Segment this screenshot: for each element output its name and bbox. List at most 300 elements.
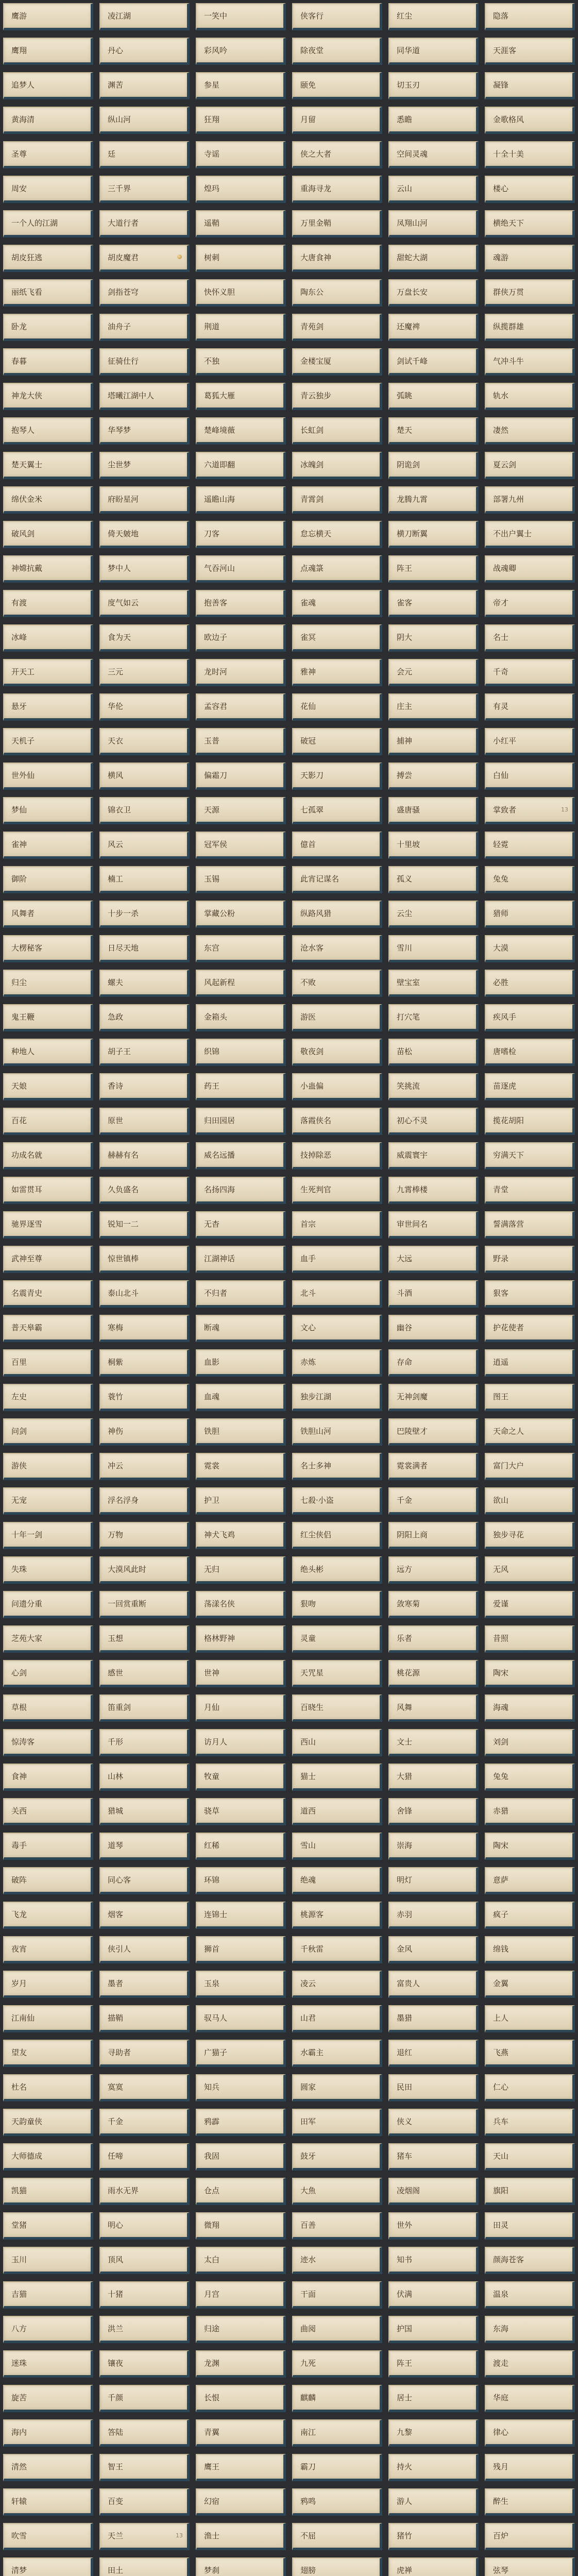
title-card[interactable] — [3, 1971, 93, 1998]
title-card[interactable] — [485, 2419, 575, 2447]
title-card[interactable] — [3, 1246, 93, 1273]
title-card[interactable] — [3, 555, 93, 583]
title-card[interactable] — [388, 2281, 479, 2309]
title-card[interactable] — [388, 1867, 479, 1894]
title-card[interactable] — [388, 2074, 479, 2102]
title-card[interactable] — [485, 970, 575, 997]
title-card[interactable] — [196, 1073, 286, 1100]
title-card[interactable] — [485, 866, 575, 893]
title-card[interactable] — [3, 590, 93, 617]
title-card[interactable] — [3, 1108, 93, 1135]
title-card[interactable] — [485, 107, 575, 134]
title-card[interactable] — [99, 107, 190, 134]
title-card[interactable] — [485, 2040, 575, 2067]
title-card[interactable] — [3, 1660, 93, 1687]
title-card[interactable] — [196, 2454, 286, 2481]
title-card[interactable] — [3, 624, 93, 652]
title-card[interactable] — [3, 1211, 93, 1239]
title-card[interactable] — [99, 2488, 190, 2516]
title-card[interactable] — [388, 1833, 479, 1860]
title-card[interactable] — [99, 1349, 190, 1377]
title-card[interactable] — [292, 866, 382, 893]
title-card[interactable] — [3, 797, 93, 824]
title-card[interactable] — [388, 417, 479, 445]
title-card[interactable] — [3, 2143, 93, 2171]
title-card[interactable] — [3, 417, 93, 445]
title-card[interactable] — [3, 832, 93, 859]
title-card[interactable] — [292, 279, 382, 307]
title-card[interactable] — [3, 1177, 93, 1204]
title-card[interactable] — [388, 1073, 479, 1100]
title-card[interactable] — [292, 2419, 382, 2447]
title-card[interactable] — [388, 1177, 479, 1204]
title-card[interactable] — [292, 1833, 382, 1860]
title-card[interactable] — [292, 1177, 382, 1204]
title-card[interactable] — [292, 2350, 382, 2378]
title-card[interactable] — [388, 1039, 479, 1066]
title-card[interactable] — [485, 2074, 575, 2102]
title-card[interactable] — [388, 141, 479, 168]
title-card[interactable] — [292, 1384, 382, 1411]
title-card[interactable] — [99, 1556, 190, 1584]
title-card[interactable] — [292, 417, 382, 445]
title-card[interactable] — [196, 417, 286, 445]
title-card[interactable] — [99, 1142, 190, 1170]
title-card[interactable] — [485, 521, 575, 548]
title-card[interactable] — [485, 2212, 575, 2240]
title-card[interactable] — [485, 72, 575, 99]
title-card[interactable] — [3, 1798, 93, 1825]
title-card[interactable] — [485, 1349, 575, 1377]
title-card[interactable] — [99, 2109, 190, 2136]
title-card[interactable] — [485, 1522, 575, 1549]
title-card[interactable] — [99, 383, 190, 410]
title-card[interactable] — [485, 279, 575, 307]
title-card[interactable] — [292, 659, 382, 686]
title-card[interactable] — [3, 314, 93, 341]
title-card[interactable] — [99, 2247, 190, 2274]
title-card[interactable] — [196, 210, 286, 238]
title-card[interactable] — [485, 1833, 575, 1860]
title-card[interactable] — [485, 1246, 575, 1273]
title-card[interactable] — [485, 2488, 575, 2516]
title-card[interactable] — [196, 1798, 286, 1825]
title-card[interactable] — [196, 176, 286, 203]
title-card[interactable] — [292, 832, 382, 859]
title-card[interactable] — [388, 1453, 479, 1480]
title-card[interactable] — [388, 1971, 479, 1998]
title-card[interactable] — [99, 935, 190, 962]
title-card[interactable] — [196, 693, 286, 721]
title-card[interactable] — [388, 72, 479, 99]
title-card[interactable] — [388, 1280, 479, 1308]
title-card[interactable] — [99, 1280, 190, 1308]
title-card[interactable] — [292, 2281, 382, 2309]
title-card[interactable] — [196, 2247, 286, 2274]
title-card[interactable] — [196, 1246, 286, 1273]
title-card[interactable] — [3, 107, 93, 134]
title-card[interactable] — [99, 1522, 190, 1549]
title-card[interactable] — [196, 383, 286, 410]
title-card[interactable] — [99, 659, 190, 686]
title-card[interactable] — [292, 1729, 382, 1756]
title-card[interactable] — [196, 141, 286, 168]
title-card[interactable] — [3, 348, 93, 376]
title-card[interactable] — [196, 762, 286, 790]
title-card[interactable] — [485, 1694, 575, 1722]
title-card[interactable] — [292, 2385, 382, 2412]
title-card[interactable] — [196, 935, 286, 962]
title-card[interactable] — [99, 1764, 190, 1791]
title-card[interactable] — [485, 2350, 575, 2378]
title-card[interactable] — [388, 2385, 479, 2412]
title-card[interactable] — [3, 2212, 93, 2240]
title-card[interactable] — [196, 2212, 286, 2240]
title-card[interactable] — [292, 1867, 382, 1894]
title-card[interactable] — [485, 1971, 575, 1998]
title-card[interactable] — [388, 2040, 479, 2067]
title-card[interactable] — [99, 176, 190, 203]
title-card[interactable] — [196, 1729, 286, 1756]
title-card[interactable] — [99, 693, 190, 721]
title-card[interactable] — [485, 2143, 575, 2171]
title-card[interactable] — [196, 555, 286, 583]
title-card[interactable] — [3, 38, 93, 65]
title-card[interactable] — [196, 2074, 286, 2102]
title-card[interactable] — [196, 590, 286, 617]
title-card[interactable] — [99, 1453, 190, 1480]
title-card[interactable] — [388, 1625, 479, 1653]
title-card[interactable] — [485, 1108, 575, 1135]
title-card[interactable] — [99, 970, 190, 997]
title-card[interactable] — [196, 1142, 286, 1170]
title-card[interactable] — [292, 452, 382, 479]
title-card[interactable] — [388, 2005, 479, 2032]
title-card[interactable] — [292, 2074, 382, 2102]
title-card[interactable] — [485, 1764, 575, 1791]
title-card[interactable] — [3, 2454, 93, 2481]
title-card[interactable] — [292, 1556, 382, 1584]
title-card[interactable] — [99, 1625, 190, 1653]
title-card[interactable] — [3, 1867, 93, 1894]
title-card[interactable] — [3, 452, 93, 479]
title-card[interactable] — [196, 1384, 286, 1411]
title-card[interactable] — [99, 72, 190, 99]
title-card[interactable] — [99, 521, 190, 548]
title-card[interactable] — [99, 2281, 190, 2309]
title-card[interactable] — [196, 1902, 286, 1929]
title-card[interactable] — [3, 486, 93, 514]
title-card[interactable] — [388, 1798, 479, 1825]
title-card[interactable] — [485, 141, 575, 168]
title-card[interactable] — [196, 1971, 286, 1998]
title-card[interactable] — [99, 1211, 190, 1239]
title-card[interactable] — [196, 486, 286, 514]
title-card[interactable] — [292, 1349, 382, 1377]
title-card[interactable] — [388, 1108, 479, 1135]
title-card[interactable] — [388, 693, 479, 721]
title-card[interactable] — [485, 624, 575, 652]
title-card[interactable] — [3, 1729, 93, 1756]
title-card[interactable] — [292, 1764, 382, 1791]
title-card[interactable] — [388, 2454, 479, 2481]
title-card[interactable] — [3, 2385, 93, 2412]
title-card[interactable] — [3, 1418, 93, 1446]
title-card[interactable] — [485, 2247, 575, 2274]
title-card[interactable] — [3, 2281, 93, 2309]
title-card[interactable] — [196, 38, 286, 65]
title-card[interactable] — [196, 2385, 286, 2412]
title-card[interactable] — [99, 279, 190, 307]
title-card[interactable] — [3, 1280, 93, 1308]
title-card[interactable] — [3, 1902, 93, 1929]
title-card[interactable] — [388, 901, 479, 928]
title-card[interactable] — [3, 1833, 93, 1860]
title-card[interactable] — [196, 1177, 286, 1204]
title-card[interactable] — [99, 1798, 190, 1825]
title-card[interactable] — [292, 2247, 382, 2274]
title-card[interactable] — [292, 2040, 382, 2067]
title-card[interactable] — [3, 728, 93, 755]
title-card[interactable] — [388, 3, 479, 30]
title-card[interactable] — [388, 797, 479, 824]
title-card[interactable] — [485, 832, 575, 859]
title-card[interactable] — [3, 693, 93, 721]
title-card[interactable] — [99, 1418, 190, 1446]
title-card[interactable] — [292, 901, 382, 928]
title-card[interactable] — [485, 555, 575, 583]
title-card[interactable] — [196, 1211, 286, 1239]
title-card[interactable] — [3, 1591, 93, 1618]
title-card[interactable] — [196, 1039, 286, 1066]
title-card[interactable] — [485, 2454, 575, 2481]
title-card[interactable] — [99, 1936, 190, 1963]
title-card[interactable] — [3, 970, 93, 997]
title-card[interactable] — [485, 1211, 575, 1239]
title-card[interactable] — [196, 2488, 286, 2516]
title-card[interactable] — [485, 2109, 575, 2136]
title-card[interactable] — [292, 38, 382, 65]
title-card[interactable] — [196, 1280, 286, 1308]
title-card[interactable] — [485, 383, 575, 410]
title-card[interactable] — [3, 1315, 93, 1342]
title-card[interactable] — [292, 797, 382, 824]
title-card[interactable] — [292, 2316, 382, 2343]
title-card[interactable] — [388, 1556, 479, 1584]
title-card[interactable] — [3, 1487, 93, 1515]
title-card[interactable] — [3, 2005, 93, 2032]
title-card[interactable] — [388, 970, 479, 997]
title-card[interactable] — [388, 1591, 479, 1618]
title-card[interactable] — [99, 1487, 190, 1515]
title-card[interactable] — [485, 1591, 575, 1618]
title-card[interactable] — [3, 1349, 93, 1377]
title-card[interactable] — [3, 210, 93, 238]
title-card[interactable] — [388, 2419, 479, 2447]
title-card[interactable] — [388, 176, 479, 203]
title-card[interactable] — [99, 728, 190, 755]
title-card[interactable] — [292, 1315, 382, 1342]
title-card[interactable] — [99, 1660, 190, 1687]
title-card[interactable] — [388, 348, 479, 376]
title-card[interactable] — [3, 176, 93, 203]
title-card[interactable] — [485, 1660, 575, 1687]
title-card[interactable] — [292, 2109, 382, 2136]
title-card[interactable] — [292, 314, 382, 341]
title-card[interactable] — [196, 1556, 286, 1584]
title-card[interactable] — [196, 1004, 286, 1031]
title-card[interactable] — [196, 2178, 286, 2205]
title-card[interactable] — [292, 1936, 382, 1963]
title-card[interactable] — [196, 866, 286, 893]
title-card[interactable] — [292, 3, 382, 30]
title-card[interactable] — [292, 1246, 382, 1273]
title-card[interactable] — [99, 348, 190, 376]
title-card[interactable] — [485, 1039, 575, 1066]
title-card[interactable] — [292, 2005, 382, 2032]
title-card[interactable] — [3, 1764, 93, 1791]
title-card[interactable] — [292, 1108, 382, 1135]
title-card[interactable] — [485, 728, 575, 755]
title-card[interactable] — [388, 2178, 479, 2205]
title-card[interactable] — [485, 797, 575, 824]
title-card[interactable] — [99, 2419, 190, 2447]
title-card[interactable] — [99, 1004, 190, 1031]
title-card[interactable] — [388, 314, 479, 341]
title-card[interactable] — [3, 1522, 93, 1549]
title-card[interactable] — [99, 1902, 190, 1929]
title-card[interactable] — [3, 2419, 93, 2447]
title-card[interactable] — [485, 486, 575, 514]
title-card[interactable] — [388, 279, 479, 307]
title-card[interactable] — [388, 2488, 479, 2516]
title-card[interactable] — [196, 797, 286, 824]
title-card[interactable] — [196, 2143, 286, 2171]
title-card[interactable] — [485, 417, 575, 445]
title-card[interactable] — [292, 1625, 382, 1653]
title-card[interactable] — [99, 762, 190, 790]
title-card[interactable] — [196, 2350, 286, 2378]
title-card[interactable] — [388, 624, 479, 652]
title-card[interactable] — [196, 1522, 286, 1549]
title-card[interactable] — [292, 2557, 382, 2576]
title-card[interactable] — [292, 1660, 382, 1687]
title-card[interactable] — [388, 1764, 479, 1791]
title-card[interactable] — [485, 1384, 575, 1411]
title-card[interactable] — [196, 1591, 286, 1618]
title-card[interactable] — [485, 3, 575, 30]
title-card[interactable] — [485, 2281, 575, 2309]
title-card[interactable] — [388, 2557, 479, 2576]
title-card[interactable] — [99, 417, 190, 445]
title-card[interactable] — [196, 1694, 286, 1722]
title-card[interactable] — [99, 1867, 190, 1894]
title-card[interactable] — [388, 2143, 479, 2171]
title-card[interactable] — [196, 107, 286, 134]
title-card[interactable] — [388, 383, 479, 410]
title-card[interactable] — [99, 3, 190, 30]
title-card[interactable] — [196, 2040, 286, 2067]
title-card[interactable] — [3, 1694, 93, 1722]
title-card[interactable] — [292, 72, 382, 99]
title-card[interactable] — [196, 728, 286, 755]
title-card[interactable] — [388, 1142, 479, 1170]
title-card[interactable] — [292, 1522, 382, 1549]
title-card[interactable] — [485, 1142, 575, 1170]
title-card[interactable] — [485, 1867, 575, 1894]
title-card[interactable] — [388, 452, 479, 479]
title-card[interactable] — [196, 2109, 286, 2136]
title-card[interactable] — [292, 1280, 382, 1308]
title-card[interactable] — [196, 1833, 286, 1860]
title-card[interactable] — [485, 38, 575, 65]
title-card[interactable] — [388, 2109, 479, 2136]
title-card[interactable] — [196, 2281, 286, 2309]
title-card[interactable] — [99, 1729, 190, 1756]
title-card[interactable] — [99, 555, 190, 583]
title-card[interactable] — [292, 348, 382, 376]
title-card[interactable] — [196, 1349, 286, 1377]
title-card[interactable] — [388, 1349, 479, 1377]
title-card[interactable] — [292, 383, 382, 410]
title-card[interactable] — [292, 693, 382, 721]
title-card[interactable] — [196, 901, 286, 928]
title-card[interactable] — [292, 555, 382, 583]
title-card[interactable] — [485, 1902, 575, 1929]
title-card[interactable] — [292, 210, 382, 238]
title-card[interactable] — [388, 2316, 479, 2343]
title-card[interactable] — [485, 1729, 575, 1756]
title-card[interactable] — [388, 1902, 479, 1929]
title-card[interactable] — [196, 2557, 286, 2576]
title-card[interactable] — [485, 1798, 575, 1825]
title-card[interactable] — [196, 2316, 286, 2343]
title-card[interactable] — [292, 762, 382, 790]
title-card[interactable] — [99, 866, 190, 893]
title-card[interactable] — [99, 2178, 190, 2205]
title-card[interactable] — [292, 176, 382, 203]
title-card[interactable] — [3, 1039, 93, 1066]
title-card[interactable] — [3, 245, 93, 272]
title-card[interactable] — [388, 1418, 479, 1446]
title-card[interactable] — [3, 1625, 93, 1653]
title-card[interactable] — [3, 1142, 93, 1170]
title-card[interactable] — [292, 1039, 382, 1066]
title-card[interactable] — [3, 2523, 93, 2550]
title-card[interactable] — [388, 2212, 479, 2240]
title-card[interactable] — [196, 2005, 286, 2032]
title-card[interactable] — [3, 3, 93, 30]
title-card[interactable] — [196, 1418, 286, 1446]
title-card[interactable] — [485, 1453, 575, 1480]
title-card[interactable] — [292, 2212, 382, 2240]
title-card[interactable] — [292, 1487, 382, 1515]
title-card[interactable] — [99, 2074, 190, 2102]
title-card[interactable] — [99, 1694, 190, 1722]
title-card[interactable] — [292, 1971, 382, 1998]
title-card[interactable] — [99, 832, 190, 859]
title-card[interactable] — [485, 245, 575, 272]
title-card[interactable] — [485, 2178, 575, 2205]
title-card[interactable] — [196, 1108, 286, 1135]
title-card[interactable] — [292, 1142, 382, 1170]
title-card[interactable] — [388, 107, 479, 134]
title-card[interactable] — [99, 1108, 190, 1135]
title-card[interactable] — [388, 832, 479, 859]
title-card[interactable] — [99, 2143, 190, 2171]
title-card[interactable] — [485, 2523, 575, 2550]
title-card[interactable] — [99, 2040, 190, 2067]
